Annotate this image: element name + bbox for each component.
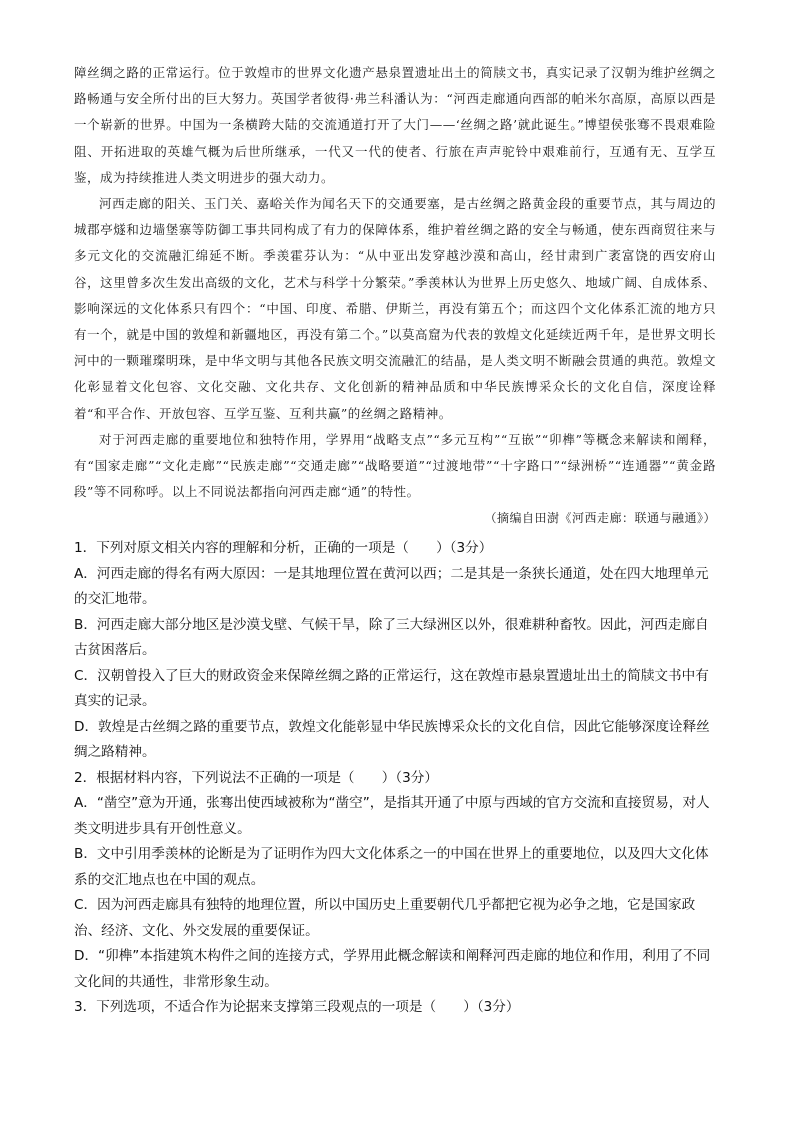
passage-paragraph-3: 对于河西走廊的重要地位和独特作用，学界用“战略支点”“多元互构”“互嵌”“卯榫”等概念来解读和阐释，有“国家走廊”“文化走廊”“民族走廊”“交通走廊”“战略要道”“过渡地带”“十字路口”“绿洲桥”“连通器”“黄金路段”等不同称呼。以上不同说法都指向河西走廊“通”的特性。 [74,431,716,500]
question-1 [74,536,718,766]
question-1-option-a: A．河西走廊的得名有两大原因：一是其地理位置在黄河以西；二是其是一条狭长通道，处在四大地理单元的交汇地带。 [74,565,709,607]
question-1-option-c: C．汉朝曾投入了巨大的财政资金来保障丝绸之路的正常运行，这在敦煌市悬泉置遗址出土的简牍文书中有真实的记录。 [74,667,709,709]
question-2-option-d: D．“卯榫”本指建筑木构件之间的连接方式，学界用此概念解读和阐释河西走廊的地位和作用，利用了不同文化间的共通性，非常形象生动。 [74,948,711,990]
passage-paragraph-2: 河西走廊的阳关、玉门关、嘉峪关作为闻名天下的交通要塞，是古丝绸之路黄金段的重要节点，其与周边的城郡亭燧和边墙堡寨等防御工事共同构成了有力的保障体系，维护着丝绸之路的安全与畅通，使东西商贸往来与多元文化的交流融汇绵延不断。季羡霍芬认为：“从中亚出发穿越沙漠和高山，经甘肃到广袤富饶的西安府山谷，这里曾多次生发出高级的文化，艺术与科学十分繁荣。”季羡林认为世界上历史悠久、地域广阔、自成体系、影响深远的文化体系只有四个：“中国、印度、希腊、伊斯兰，再没有第五个；而这四个文化体系汇流的地方只有一个，就是中国的敦煌和新疆地区，再没有第二个。”以莫高窟为代表的敦煌文化延续近两千年，是世界文明长河中的一颗璀璨明珠，是中华文明与其他各民族文明交流融汇的结晶，是人类文明不断融会贯通的典范。敦煌文化彰显着文化包容、文化交融、文化共存、文化创新的精神品质和中华民族博采众长的文化自信，深度诠释着“和平合作、开放包容、互学互鉴、互利共赢”的丝绸之路精神。 [74,196,716,421]
question-2 [74,766,718,996]
question-1-stem: 1．下列对原文相关内容的理解和分析，正确的一项是（ ）（3分） [74,540,493,556]
question-2-option-a: A．“凿空”意为开通，张骞出使西域被称为“凿空”，是指其开通了中原与西域的官方交流和直接贸易，对人类文明进步具有开创性意义。 [74,795,710,837]
question-3-stem: 3．下列选项，不适合作为论据来支撑第三段观点的一项是（ ）（3分） [74,999,520,1015]
reading-passage [74,60,716,532]
question-list [74,536,718,1021]
question-2-option-c: C．因为河西走廊具有独特的地理位置，所以中国历史上重要朝代几乎都把它视为必争之地，它是国家政治、经济、文化、外交发展的重要保证。 [74,897,696,939]
passage-source: （摘编自田澍《河西走廊：联通与融通》） [484,511,716,526]
question-3 [74,995,718,1021]
question-2-stem: 2．根据材料内容，下列说法不正确的一项是（ ）（3分） [74,769,438,786]
question-1-option-b: B．河西走廊大部分地区是沙漠戈壁、气候干旱，除了三大绿洲区以外，很难耕种畜牧。因此，河西走廊自古贫困落后。 [74,616,709,658]
question-1-option-d: D．敦煌是古丝绸之路的重要节点，敦煌文化能彰显中华民族博采众长的文化自信，因此它能够深度诠释丝绸之路精神。 [74,718,710,760]
passage-paragraph-1: 障丝绸之路的正常运行。位于敦煌市的世界文化遗产悬泉置遗址出土的简牍文书，真实记录了汉朝为维护丝绸之路畅通与安全所付出的巨大努力。英国学者彼得·弗兰科潘认为：“河西走廊通向西部的帕米尔高原，高原以西是一个崭新的世界。中国为一条横跨大陆的交流通道打开了大门——‘丝绸之路’就此诞生。”博望侯张骞不畏艰难险阻、开拓进取的英雄气概为后世所继承，一代又一代的使者、行旅在声声驼铃中艰难前行，互通有无、互学互鉴，成为持续推进人类文明进步的强大动力。 [74,65,716,185]
question-2-option-b: B．文中引用季羡林的论断是为了证明作为四大文化体系之一的中国在世界上的重要地位，以及四大文化体系的交汇地点也在中国的观点。 [74,846,709,888]
